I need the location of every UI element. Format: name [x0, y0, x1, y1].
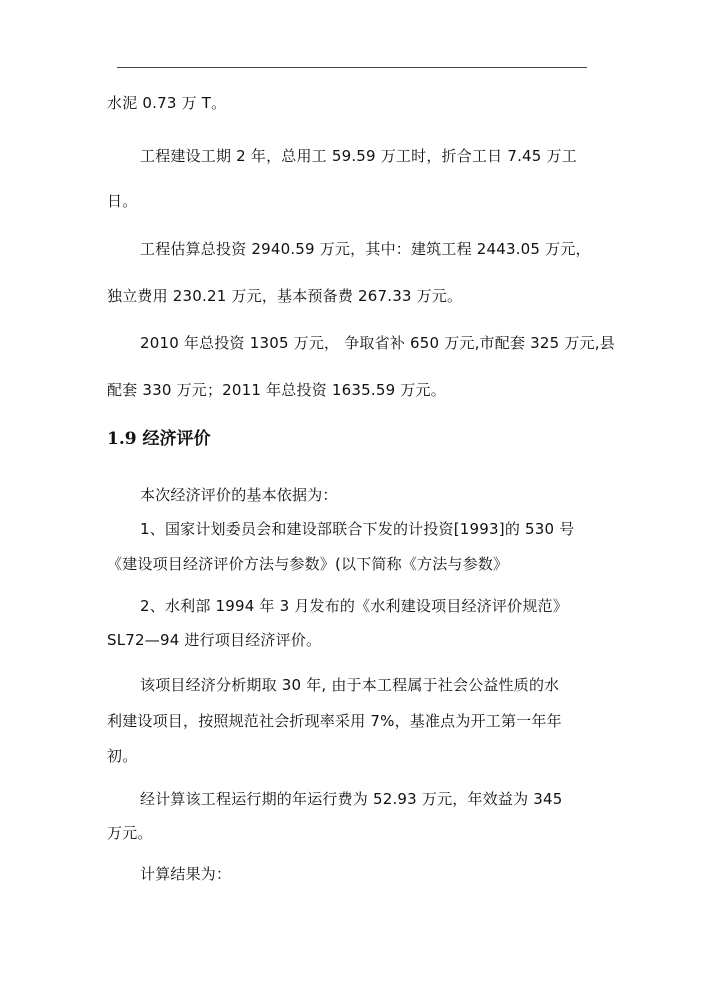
- text-line: 经计算该工程运行期的年运行费为 52.93 万元，年效益为 345: [140, 790, 563, 808]
- text-line: 工程建设工期 2 年，总用工 59.59 万工时，折合工日 7.45 万工: [140, 147, 577, 165]
- text-line: 计算结果为：: [140, 865, 232, 883]
- text-line: 《建设项目经济评价方法与参数》(以下简称《方法与参数》: [107, 555, 509, 573]
- header-rule: [117, 67, 587, 68]
- text-line: 初。: [107, 747, 138, 765]
- section-heading: 1.9 经济评价: [107, 429, 211, 449]
- text-line: 水泥 0.73 万 T。: [107, 94, 227, 112]
- text-line: 日。: [107, 192, 138, 210]
- text-line: 独立费用 230.21 万元，基本预备费 267.33 万元。: [107, 287, 463, 305]
- text-line: 2、水利部 1994 年 3 月发布的《水利建设项目经济评价规范》: [140, 597, 568, 615]
- text-line: 2010 年总投资 1305 万元， 争取省补 650 万元,市配套 325 万元,县: [140, 334, 615, 352]
- text-line: SL72—94 进行项目经济评价。: [107, 631, 322, 649]
- text-line: 万元。: [107, 824, 153, 842]
- text-line: 1、国家计划委员会和建设部联合下发的计投资[1993]的 530 号: [140, 520, 575, 538]
- text-line: 配套 330 万元；2011 年总投资 1635.59 万元。: [107, 381, 446, 399]
- text-line: 工程估算总投资 2940.59 万元，其中：建筑工程 2443.05 万元，: [140, 240, 591, 258]
- text-line: 本次经济评价的基本依据为：: [140, 486, 338, 504]
- text-line: 该项目经济分析期取 30 年, 由于本工程属于社会公益性质的水: [140, 676, 560, 694]
- text-line: 利建设项目，按照规范社会折现率采用 7%，基准点为开工第一年年: [107, 712, 562, 730]
